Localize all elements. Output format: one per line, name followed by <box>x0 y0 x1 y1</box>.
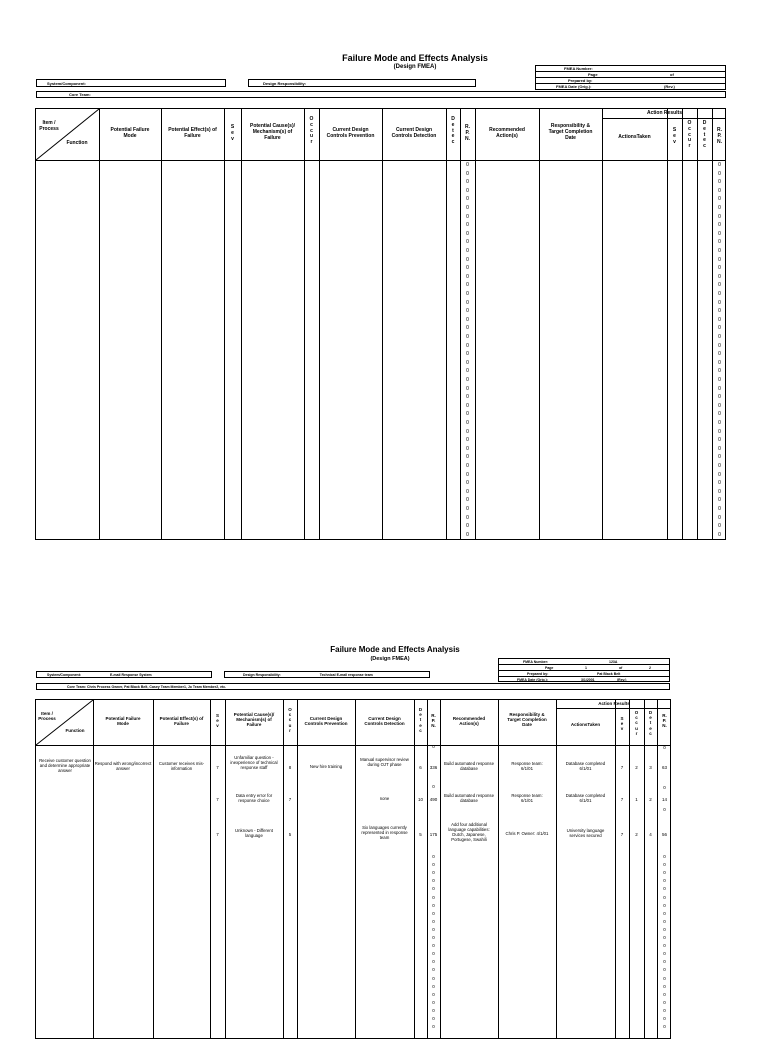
row3-detection: Six languages currently represented in response team <box>361 825 408 840</box>
zero-marker: 0 <box>466 265 469 272</box>
zero-marker: 0 <box>432 935 435 940</box>
row2-actions-taken: Database completed 6/1/01 <box>565 793 606 803</box>
fmea-number-value: 123A <box>609 660 618 664</box>
zero-marker: 0 <box>466 420 469 426</box>
row1-causes: Unfamiliar question - inexperience of technical response staff <box>230 755 278 770</box>
col-detec: D e t e c <box>451 116 455 145</box>
row1-res-detec: 3 <box>649 765 652 770</box>
of-value: 2 <box>649 666 651 670</box>
row2-res-sev: 7 <box>620 797 624 802</box>
zero-marker: 0 <box>466 402 469 409</box>
zero-marker: 0 <box>466 394 469 401</box>
row1-responsibility: Response team: 6/1/01 <box>511 761 543 771</box>
zero-marker: 0 <box>718 402 721 409</box>
row3-res-detec: 4 <box>649 832 652 837</box>
zero-marker: 0 <box>718 205 721 211</box>
zero-marker: 0 <box>466 377 469 383</box>
zero-marker: 0 <box>718 334 721 340</box>
system-component-label-2: System/Component: <box>47 673 82 677</box>
rev-label: (Rev.) <box>664 84 675 89</box>
zero-marker: 0 <box>718 265 721 272</box>
zero-marker: 0 <box>718 377 721 383</box>
rev-label-2: (Rev.) <box>617 678 627 682</box>
row1-item: Receive customer question and determine appropriate answer <box>39 758 91 773</box>
zero-marker: 0 <box>432 918 435 924</box>
zero-marker: 0 <box>466 368 469 375</box>
zero-marker: 0 <box>718 471 721 478</box>
row2-sev: 7 <box>216 797 219 802</box>
zero-marker: 0 <box>466 170 469 177</box>
col-res-sev-2: S e v <box>620 716 624 732</box>
zero-marker: 0 <box>466 385 469 392</box>
zero-marker: 0 <box>718 437 721 444</box>
zero-marker: 0 <box>718 394 721 401</box>
zero-marker: 0 <box>663 807 666 812</box>
zero-marker: 0 <box>718 342 721 349</box>
col-responsibility-2: Responsibility & Target Completion Date <box>507 712 547 728</box>
col-rpn-2: R. P. N. <box>431 713 436 729</box>
zero-marker: 0 <box>432 878 435 884</box>
zero-marker: 0 <box>466 437 469 444</box>
zero-marker: 0 <box>718 445 721 452</box>
zero-marker: 0 <box>432 894 435 900</box>
design-responsibility-value: Technical E-mail response team <box>319 673 373 677</box>
zero-marker: 0 <box>718 273 721 280</box>
fmea-date-row-2 <box>499 677 669 683</box>
fmea-number-label-2: FMEA Number: <box>523 660 549 664</box>
col-failure-mode: Potential Failure Mode <box>110 127 150 139</box>
col-detection: Current Design Controls Detection <box>391 127 437 139</box>
system-component-label: System/Component: <box>47 81 86 86</box>
col-res-sev: S e v <box>672 127 677 145</box>
zero-marker: 0 <box>718 480 721 487</box>
zero-marker: 0 <box>718 179 721 186</box>
row3-detec: 5 <box>419 832 422 837</box>
zero-marker: 0 <box>663 991 666 997</box>
zero-marker: 0 <box>432 854 435 859</box>
zero-marker: 0 <box>466 282 469 289</box>
zero-marker: 0 <box>718 420 721 426</box>
row1-failure-mode: Respond with wrong/incorrect answer <box>94 761 152 771</box>
col-occur: O c c u r <box>309 116 314 145</box>
zero-marker: 0 <box>718 162 721 168</box>
col-action-results-2: Action Results <box>598 701 630 706</box>
col-effects-2: Potential Effect(s) of Failure <box>159 716 204 727</box>
zero-marker: 0 <box>718 497 721 504</box>
of-label-2: of <box>619 666 623 670</box>
col-detection-2: Current Design Controls Detection <box>364 716 405 727</box>
col-detec-2: D e t e c <box>418 707 423 733</box>
row2-occur: 7 <box>288 797 292 802</box>
col-causes-2: Potential Cause(s)/ Mechanism(s) of Failure <box>233 712 275 728</box>
row1-detection: Manual supervisor review during OJT phase <box>360 757 409 767</box>
row3-causes: Unknown - Different language <box>235 828 273 838</box>
design-responsibility-label-2: Design Responsibility: <box>243 673 281 677</box>
col-prevention: Current Design Controls Prevention <box>326 127 375 139</box>
zero-marker: 0 <box>718 256 721 263</box>
col-function: Function <box>66 140 88 146</box>
col-res-occur-2: O c c u r <box>634 710 639 736</box>
col-res-detec-2: D e t e c <box>648 710 653 736</box>
page-label-2: Page <box>545 666 554 670</box>
col-item-process: Item / Process <box>39 120 59 132</box>
row1-occur: 8 <box>288 765 292 770</box>
zero-marker: 0 <box>718 428 721 435</box>
col-occur-2: O c c u r <box>288 707 292 733</box>
row1-res-sev: 7 <box>620 765 624 770</box>
col-sev-2: S e v <box>215 713 219 729</box>
zero-marker: 0 <box>466 179 469 186</box>
zero-marker: 0 <box>466 316 469 323</box>
zero-marker: 0 <box>663 894 666 900</box>
zero-marker: 0 <box>718 170 721 177</box>
zero-marker: 0 <box>432 1024 435 1030</box>
zero-marker: 0 <box>466 497 469 504</box>
zero-marker: 0 <box>718 351 721 358</box>
row3-occur: 5 <box>288 832 292 837</box>
core-team-value: Core Team: Chris Process Owner, Pat Black Belt, Casey Team Member1, Jo Team Member2, etc. <box>67 685 227 689</box>
zero-marker: 0 <box>718 299 721 306</box>
row1-actions-taken: Database completed 6/1/01 <box>565 761 606 771</box>
zero-marker: 0 <box>466 488 469 495</box>
zero-marker: 0 <box>466 299 469 306</box>
row2-res-occur: 1 <box>635 797 638 802</box>
zero-marker: 0 <box>432 951 435 957</box>
zero-marker: 0 <box>466 308 469 315</box>
zero-marker: 0 <box>466 162 469 168</box>
zero-marker: 0 <box>663 785 666 790</box>
row3-responsibility: Chris P. Owner: 4/1/01 <box>505 831 549 836</box>
zero-marker: 0 <box>466 205 469 211</box>
col-res-occur: O c c u r <box>687 120 692 149</box>
zero-marker: 0 <box>663 862 666 868</box>
row1-effects: Customer receives mis-information <box>158 761 205 771</box>
zero-marker: 0 <box>466 334 469 340</box>
col-causes: Potential Cause(s)/ Mechanism(s) of Failure <box>249 123 295 141</box>
zero-marker: 0 <box>663 951 666 957</box>
zero-marker: 0 <box>432 1016 435 1021</box>
zero-marker: 0 <box>466 213 469 220</box>
col-recommended-2: Recommended Action(s) <box>452 716 486 727</box>
zero-marker: 0 <box>663 854 666 859</box>
fmea-date-label-2: FMEA Date (Orig.): <box>517 678 548 682</box>
zero-marker: 0 <box>432 784 435 789</box>
zero-marker: 0 <box>466 463 469 469</box>
zero-marker: 0 <box>663 918 666 924</box>
row2-detec: 10 <box>417 797 423 802</box>
zero-marker: 0 <box>718 325 721 332</box>
zero-marker: 0 <box>718 454 721 461</box>
row2-res-detec: 2 <box>649 797 652 802</box>
col-effects: Potential Effect(s) of Failure <box>168 127 217 139</box>
zero-marker: 0 <box>718 239 721 246</box>
col-item-process-2: Item / Process <box>38 711 56 722</box>
row2-causes: Data entry error for response choice <box>235 793 273 803</box>
form-title-2: Failure Mode and Effects Analysis <box>330 645 460 654</box>
col-sev: S e v <box>230 124 235 142</box>
zero-marker: 0 <box>663 878 666 884</box>
design-responsibility-label: Design Responsibility: <box>263 81 307 86</box>
zero-marker: 0 <box>432 943 435 949</box>
row2-responsibility: Response team: 6/1/01 <box>511 793 543 803</box>
zero-marker: 0 <box>432 926 435 932</box>
row1-rpn: 336 <box>429 765 438 770</box>
core-team-label: Core Team: <box>69 92 91 97</box>
form-subtitle-2: (Design FMEA) <box>370 656 410 662</box>
zero-marker: 0 <box>718 196 721 203</box>
fmea-table-2 <box>35 699 671 1039</box>
zero-marker: 0 <box>718 368 721 375</box>
design-responsibility-field-2 <box>224 671 430 678</box>
zero-marker: 0 <box>432 910 435 916</box>
zero-marker: 0 <box>466 428 469 435</box>
system-component-field-2 <box>36 671 212 678</box>
zero-marker: 0 <box>718 514 721 521</box>
zero-marker: 0 <box>718 213 721 220</box>
col-action-results: Action Results <box>646 110 682 116</box>
zero-marker: 0 <box>718 248 721 254</box>
zero-marker: 0 <box>432 886 435 892</box>
zero-marker: 0 <box>466 523 469 530</box>
zero-marker: 0 <box>663 999 666 1005</box>
zero-marker: 0 <box>466 359 469 366</box>
col-res-rpn-2: R. P. N. <box>662 713 667 729</box>
page-value: 1 <box>585 666 587 670</box>
fmea-info-box-2 <box>498 658 670 682</box>
row3-actions-taken: University language services secured <box>566 828 605 838</box>
zero-marker: 0 <box>718 411 721 418</box>
zero-marker: 0 <box>718 316 721 323</box>
row2-rpn: 490 <box>429 797 438 802</box>
zero-marker: 0 <box>466 411 469 418</box>
zero-marker: 0 <box>663 1024 666 1030</box>
system-component-value: E-mail Response System <box>110 673 152 677</box>
fmea-date-label: FMEA Date (Orig.): <box>556 84 592 89</box>
zero-marker: 0 <box>466 480 469 487</box>
zero-marker: 0 <box>663 943 666 949</box>
zero-marker: 0 <box>466 230 469 237</box>
zero-marker: 0 <box>466 454 469 461</box>
form-title: Failure Mode and Effects Analysis <box>342 53 488 63</box>
row1-res-occur: 2 <box>635 765 638 770</box>
zero-marker: 0 <box>466 187 469 194</box>
row1-sev: 7 <box>216 765 219 770</box>
zero-marker: 0 <box>718 385 721 392</box>
zero-marker: 0 <box>718 187 721 194</box>
col-recommended: Recommended Action(s) <box>489 127 525 139</box>
zero-marker: 0 <box>718 308 721 315</box>
zero-marker: 0 <box>432 967 435 973</box>
row2-res-rpn: 14 <box>661 797 667 802</box>
prepared-by-label-2: Prepared by: <box>527 672 549 676</box>
zero-marker: 0 <box>718 222 721 229</box>
form-subtitle: (Design FMEA) <box>393 64 437 70</box>
row3-res-sev: 7 <box>620 832 624 837</box>
row2-recommended: Build automated response database <box>444 793 494 803</box>
zero-marker: 0 <box>466 445 469 452</box>
zero-marker: 0 <box>466 291 469 297</box>
zero-marker: 0 <box>663 886 666 892</box>
zero-marker: 0 <box>432 983 435 989</box>
zero-marker: 0 <box>432 1007 435 1013</box>
zero-marker: 0 <box>718 282 721 289</box>
zero-marker: 0 <box>466 256 469 263</box>
prepared-by-value: Pat Black Belt <box>597 672 621 676</box>
row1-detec: 6 <box>419 765 422 770</box>
row3-rpn: 175 <box>429 832 438 837</box>
zero-marker: 0 <box>466 325 469 332</box>
row3-res-rpn: 56 <box>661 832 667 837</box>
row3-res-occur: 2 <box>635 832 638 837</box>
zero-marker: 0 <box>718 506 721 512</box>
zero-marker: 0 <box>663 902 666 908</box>
zero-marker: 0 <box>466 506 469 512</box>
zero-marker: 0 <box>466 239 469 246</box>
zero-marker: 0 <box>718 523 721 530</box>
zero-marker: 0 <box>718 291 721 297</box>
zero-marker: 0 <box>432 902 435 908</box>
zero-marker: 0 <box>432 975 435 981</box>
page-label: Page <box>588 72 598 77</box>
zero-marker: 0 <box>663 910 666 916</box>
zero-marker: 0 <box>663 975 666 981</box>
zero-marker: 0 <box>466 531 469 538</box>
zero-marker: 0 <box>466 514 469 521</box>
row3-sev: 7 <box>216 832 219 837</box>
row1-recommended: Build automated response database <box>444 761 494 771</box>
zero-marker: 0 <box>663 926 666 932</box>
zero-marker: 0 <box>718 531 721 538</box>
header-diagonal-2 <box>36 700 94 746</box>
col-function-2: Function <box>65 728 85 733</box>
zero-marker: 0 <box>718 488 721 495</box>
row1-res-rpn: 63 <box>661 765 667 770</box>
col-rpn: R. P. N. <box>465 124 470 142</box>
zero-marker: 0 <box>432 999 435 1005</box>
zero-marker: 0 <box>663 959 666 965</box>
col-responsibility: Responsibility & Target Completion Date <box>548 123 593 141</box>
zero-marker: 0 <box>663 870 666 876</box>
zero-marker: 0 <box>663 745 666 750</box>
of-label: of <box>670 72 674 77</box>
zero-marker: 0 <box>466 351 469 358</box>
zero-marker: 0 <box>663 1007 666 1013</box>
col-res-detec: D e t e c <box>702 120 707 149</box>
fmea-date-value: 3/1/2001 <box>581 678 595 682</box>
zero-marker: 0 <box>466 248 469 254</box>
zero-marker: 0 <box>718 230 721 237</box>
zero-marker: 0 <box>466 222 469 229</box>
core-team-field-2 <box>36 683 670 690</box>
zero-marker: 0 <box>466 273 469 280</box>
row1-prevention: New hire training <box>309 764 343 769</box>
col-res-rpn: R. P. N. <box>717 127 722 145</box>
zero-marker: 0 <box>432 870 435 876</box>
zero-marker: 0 <box>718 463 721 469</box>
zero-marker: 0 <box>718 359 721 366</box>
zero-marker: 0 <box>663 935 666 940</box>
zero-marker: 0 <box>466 342 469 349</box>
zero-marker: 0 <box>663 1016 666 1021</box>
row3-recommended: Add four additional language capabilities: Dutch, Japanese, Portugese, Swahili <box>448 822 490 842</box>
zero-marker: 0 <box>663 967 666 973</box>
fmea-number-label: FMEA Number: <box>564 66 593 71</box>
zero-marker: 0 <box>432 744 435 749</box>
col-prevention-2: Current Design Controls Prevention <box>304 716 348 727</box>
zero-marker: 0 <box>466 196 469 203</box>
zero-marker: 0 <box>466 471 469 478</box>
col-actions-taken-2: ActionsTaken <box>570 722 601 727</box>
zero-marker: 0 <box>663 983 666 989</box>
col-actions-taken: ActionsTaken <box>618 134 651 140</box>
col-failure-mode-2: Potential Failure Mode <box>105 716 141 727</box>
zero-marker: 0 <box>432 991 435 997</box>
row2-detection: none <box>379 796 390 801</box>
prepared-by-label: Prepared by: <box>568 78 593 83</box>
zero-marker: 0 <box>432 862 435 868</box>
zero-marker: 0 <box>432 959 435 965</box>
